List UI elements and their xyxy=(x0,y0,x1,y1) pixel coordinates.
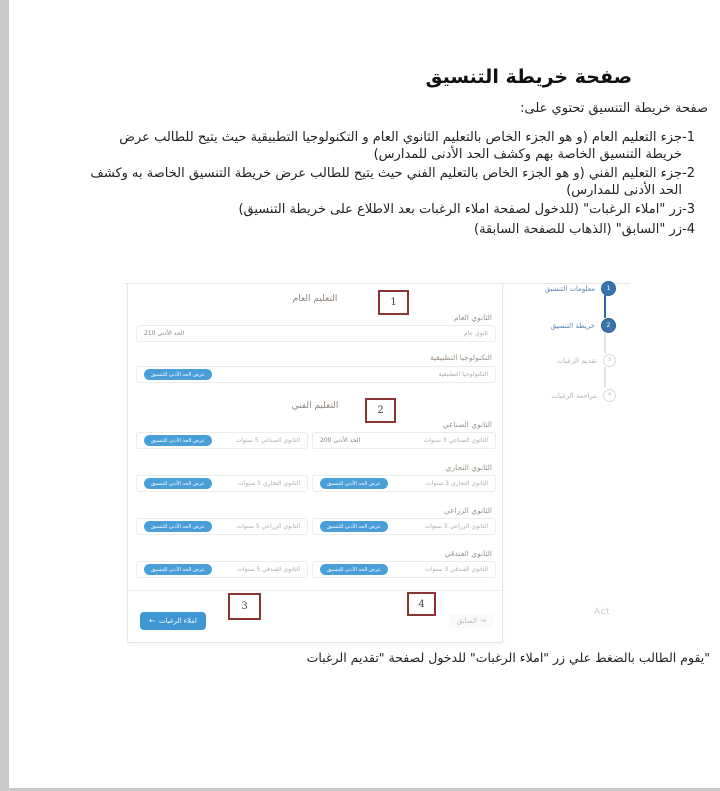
step-label: خريطة التنسيق xyxy=(550,321,595,330)
general-education-title: التعليم العام xyxy=(292,294,338,304)
list-item-number: -3 xyxy=(682,202,695,217)
list-item-text: زر "السابق" (الذهاب للصفحة السابقة) xyxy=(474,221,682,237)
stepper-connector xyxy=(604,332,606,353)
card-commercial-5y xyxy=(136,475,308,492)
annotation-marker-4: 4 xyxy=(407,592,436,616)
coordination-map-card xyxy=(127,283,503,643)
divider xyxy=(128,590,502,591)
back-button[interactable] xyxy=(449,614,494,628)
step-label: مراجعة الرغبات xyxy=(551,391,597,400)
view-minimum-button[interactable]: عرض الحد الأدنى للتنسيق xyxy=(320,564,388,575)
list-item xyxy=(88,166,708,199)
card-agricultural-3y xyxy=(312,518,496,535)
view-minimum-button[interactable]: عرض الحد الأدنى للتنسيق xyxy=(144,478,212,489)
section-header-thanawi-aam: الثانوي العام xyxy=(453,313,492,322)
stepper-item-review-wishes[interactable] xyxy=(551,389,616,402)
fill-wishes-button[interactable] xyxy=(140,612,206,630)
intro-text: صفحة خريطة التنسيق تحتوي على: xyxy=(520,101,708,116)
view-minimum-button[interactable]: عرض الحد الأدنى للتنسيق xyxy=(144,521,212,532)
section-header-applied-technology: التكنولوجيا التطبيقية xyxy=(429,353,492,362)
list-item-text: جزء التعليم العام (و هو الجزء الخاص بالتعليم الثانوي العام و التكنولوجيا التطبيقية حيث يتيح للطالب عرض خريطة التنسيق الخاصة بهم وكشف الحد الأدنى للمدارس) xyxy=(119,130,682,162)
stepper-item-submit-wishes[interactable] xyxy=(557,354,616,367)
row-label: الثانوي الفندقي 5 سنوات xyxy=(237,566,300,573)
technical-education-title: التعليم الفني xyxy=(291,401,339,411)
row-min-value: الحد الأدنى 200 xyxy=(320,437,361,444)
list-item-text: جزء التعليم الفني (و هو الجزء الخاص بالتعليم الفني حيث يتيح للطالب عرض خريطة التنسيق الخاصة به وكشف الحد الأدنى للمدارس) xyxy=(90,166,682,198)
stepper-item-coordination-map[interactable] xyxy=(551,318,616,333)
step-circle-icon: 3 xyxy=(603,354,616,367)
feature-list xyxy=(88,130,708,241)
row-label: الثانوي الصناعي 5 سنوات xyxy=(235,437,300,444)
card-agricultural-5y xyxy=(136,518,308,535)
section-header-agricultural: الثانوي الزراعي xyxy=(443,506,492,515)
left-arrow-icon: ← xyxy=(149,617,156,625)
row-label: الثانوي التجاري 5 سنوات xyxy=(237,480,300,487)
row-label: التكنولوجيا التطبيقية xyxy=(438,371,488,378)
view-minimum-button[interactable]: عرض الحد الأدنى للتنسيق xyxy=(144,564,212,575)
card-hotel-3y xyxy=(312,561,496,578)
list-item xyxy=(88,202,708,219)
back-label: السابق xyxy=(456,617,478,625)
annotation-marker-1: 1 xyxy=(378,290,409,315)
step-label: تقديم الرغبات xyxy=(556,356,597,365)
annotation-marker-3: 3 xyxy=(228,593,261,620)
list-row-applied-technology xyxy=(136,366,496,383)
card-commercial-3y xyxy=(312,475,496,492)
embedded-screenshot xyxy=(124,277,630,645)
list-item-text: زر "املاء الرغبات" (للدخول لصفحة املاء الرغبات بعد الاطلاع على خريطة التنسيق) xyxy=(238,202,682,217)
step-circle-icon: 1 xyxy=(601,281,616,296)
card-hotel-5y xyxy=(136,561,308,578)
stepper-connector xyxy=(604,295,606,318)
card-industrial-3y xyxy=(312,432,496,449)
view-minimum-button[interactable]: عرض الحد الأدنى للتنسيق xyxy=(320,521,388,532)
section-header-hotel: الثانوي الفندقي xyxy=(444,549,492,558)
step-circle-icon: 4 xyxy=(603,389,616,402)
view-minimum-button[interactable]: عرض الحد الأدنى للتنسيق xyxy=(144,435,212,446)
list-item-number: -4 xyxy=(682,221,695,237)
list-item-number: -2 xyxy=(682,166,695,181)
section-header-industrial: الثانوي الصناعي xyxy=(442,420,492,429)
fill-wishes-label: املاء الرغبات xyxy=(159,617,197,625)
list-item xyxy=(88,222,708,239)
progress-stepper xyxy=(500,277,630,407)
caption-text: "يقوم الطالب بالضغط علي زر "املاء الرغبات" للدخول لصفحة "تقديم الرغبات xyxy=(306,650,710,665)
row-min-value: الحد الأدنى 210 xyxy=(144,330,185,337)
step-label: معلومات التنسيق xyxy=(544,284,595,293)
view-minimum-button[interactable]: عرض الحد الأدنى للتنسيق xyxy=(320,478,388,489)
row-label: الثانوي الزراعي 5 سنوات xyxy=(236,523,300,530)
list-item-number: -1 xyxy=(682,130,695,145)
right-arrow-icon: → xyxy=(480,617,486,625)
document-page xyxy=(9,0,720,788)
stepper-item-coordination-info[interactable] xyxy=(545,281,616,296)
list-item xyxy=(88,130,708,163)
watermark-text: Act xyxy=(594,607,610,617)
view-minimum-button[interactable]: عرض الحد الأدنى للتنسيق xyxy=(144,369,212,380)
step-circle-icon: 2 xyxy=(601,318,616,333)
row-label: الثانوي الفندقي 3 سنوات xyxy=(425,566,488,573)
list-row-thanawi-aam xyxy=(136,325,496,342)
page-title: صفحة خريطة التنسيق xyxy=(425,66,632,88)
section-header-commercial: الثانوي التجاري xyxy=(445,463,492,472)
card-industrial-5y xyxy=(136,432,308,449)
row-label: الثانوي الصناعي 3 سنوات xyxy=(423,437,488,444)
row-label: ثانوي عام xyxy=(464,330,488,337)
stepper-connector xyxy=(604,367,606,388)
row-label: الثانوي التجاري 3 سنوات xyxy=(425,480,488,487)
annotation-marker-2: 2 xyxy=(365,398,396,423)
row-label: الثانوي الزراعي 3 سنوات xyxy=(424,523,488,530)
